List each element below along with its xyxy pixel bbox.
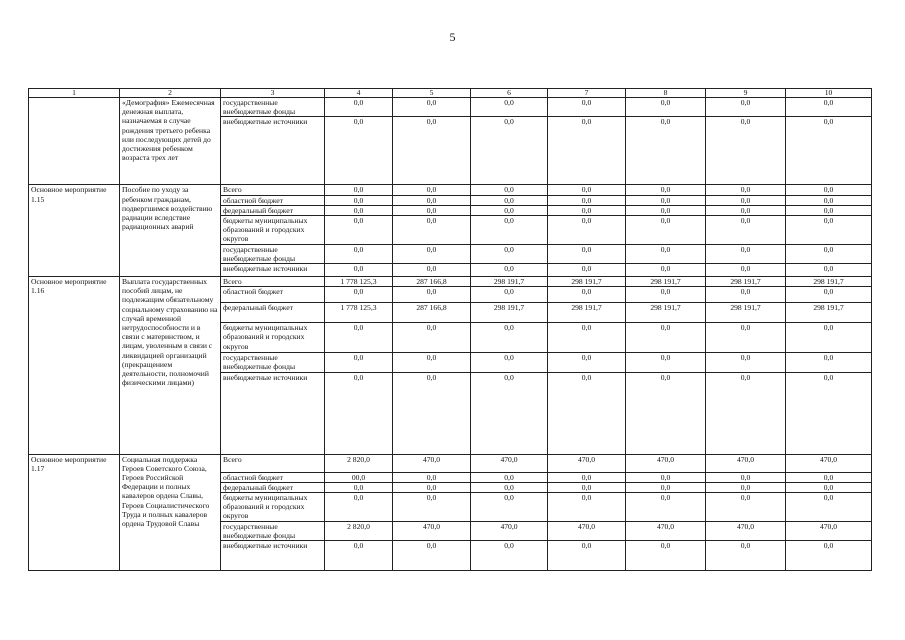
value-cell: 2 820,0	[325, 454, 393, 472]
value-cell: 287 166,8	[393, 303, 471, 323]
funding-source-cell: Всего	[221, 185, 325, 195]
funding-source-cell: федеральный бюджет	[221, 482, 325, 492]
value-cell: 0,0	[548, 216, 626, 245]
value-cell: 0,0	[548, 372, 626, 454]
value-cell: 0,0	[706, 98, 786, 117]
value-cell: 0,0	[325, 195, 393, 205]
value-cell: 0,0	[706, 541, 786, 571]
value-cell: 0,0	[706, 287, 786, 303]
value-cell: 0,0	[626, 287, 706, 303]
funding-source-cell: внебюджетные источники	[221, 541, 325, 571]
value-cell: 0,0	[548, 323, 626, 353]
value-cell: 0,0	[706, 482, 786, 492]
value-cell: 0,0	[393, 541, 471, 571]
value-cell: 470,0	[626, 454, 706, 472]
column-header-4: 4	[325, 89, 393, 98]
description-cell: «Демография» Ежемесячная денежная выплата, назначаемая в случае рождения третьего ребенка или последующих детей до достижения ребенком возраста трех лет	[120, 98, 221, 185]
funding-source-cell: областной бюджет	[221, 287, 325, 303]
value-cell: 0,0	[325, 205, 393, 215]
funding-source-cell: областной бюджет	[221, 472, 325, 482]
value-cell: 0,0	[706, 244, 786, 263]
funding-source-cell: федеральный бюджет	[221, 205, 325, 215]
value-cell: 0,0	[393, 372, 471, 454]
value-cell: 2 820,0	[325, 521, 393, 540]
value-cell: 0,0	[471, 541, 548, 571]
value-cell: 0,0	[471, 98, 548, 117]
value-cell: 0,0	[325, 216, 393, 245]
value-cell: 0,0	[548, 244, 626, 263]
table-row	[29, 98, 872, 117]
event-cell	[29, 98, 120, 185]
funding-source-cell: областной бюджет	[221, 195, 325, 205]
value-cell: 0,0	[706, 372, 786, 454]
value-cell: 0,0	[471, 323, 548, 353]
value-cell: 0,0	[786, 353, 872, 372]
value-cell: 0,0	[626, 264, 706, 277]
value-cell: 0,0	[706, 472, 786, 482]
value-cell: 0,0	[626, 205, 706, 215]
table-body	[29, 98, 872, 571]
funding-source-cell: Всего	[221, 277, 325, 287]
funding-source-cell: бюджеты муниципальных образований и городских округов	[221, 216, 325, 245]
funding-source-cell: внебюджетные источники	[221, 117, 325, 185]
column-header-1: 1	[29, 89, 120, 98]
value-cell: 0,0	[471, 372, 548, 454]
value-cell: 470,0	[786, 454, 872, 472]
value-cell: 0,0	[706, 117, 786, 185]
value-cell: 0,0	[786, 323, 872, 353]
value-cell: 0,0	[548, 541, 626, 571]
value-cell: 0,0	[325, 264, 393, 277]
value-cell: 0,0	[393, 185, 471, 195]
value-cell: 470,0	[471, 521, 548, 540]
value-cell: 0,0	[471, 117, 548, 185]
value-cell: 470,0	[786, 521, 872, 540]
value-cell: 0,0	[786, 541, 872, 571]
value-cell: 470,0	[393, 454, 471, 472]
value-cell: 0,0	[471, 195, 548, 205]
value-cell: 0,0	[626, 216, 706, 245]
value-cell: 298 191,7	[471, 277, 548, 287]
value-cell: 0,0	[393, 287, 471, 303]
funding-source-cell: государственные внебюджетные фонды	[221, 521, 325, 540]
table-header	[29, 89, 872, 98]
value-cell: 0,0	[548, 205, 626, 215]
value-cell: 0,0	[786, 287, 872, 303]
value-cell: 0,0	[706, 216, 786, 245]
value-cell: 298 191,7	[786, 277, 872, 287]
value-cell: 0,0	[325, 482, 393, 492]
value-cell: 0,0	[786, 185, 872, 195]
value-cell: 0,0	[471, 287, 548, 303]
value-cell: 1 778 125,3	[325, 277, 393, 287]
value-cell: 0,0	[393, 216, 471, 245]
value-cell: 0,0	[548, 472, 626, 482]
value-cell: 0,0	[325, 98, 393, 117]
value-cell: 0,0	[325, 372, 393, 454]
value-cell: 298 191,7	[626, 277, 706, 287]
value-cell: 00,0	[325, 472, 393, 482]
value-cell: 0,0	[786, 195, 872, 205]
column-header-5: 5	[393, 89, 471, 98]
value-cell: 470,0	[706, 454, 786, 472]
column-header-8: 8	[626, 89, 706, 98]
value-cell: 0,0	[626, 541, 706, 571]
value-cell: 470,0	[393, 521, 471, 540]
value-cell: 0,0	[548, 98, 626, 117]
funding-source-cell: внебюджетные источники	[221, 264, 325, 277]
value-cell: 1 778 125,3	[325, 303, 393, 323]
funding-source-cell: Всего	[221, 454, 325, 472]
value-cell: 0,0	[626, 117, 706, 185]
column-header-10: 10	[786, 89, 872, 98]
value-cell: 0,0	[706, 185, 786, 195]
value-cell: 470,0	[548, 454, 626, 472]
value-cell: 470,0	[548, 521, 626, 540]
description-cell: Пособие по уходу за ребенком гражданам, подвергшимся воздействию радиации вследствие радиационных аварий	[120, 185, 221, 277]
event-cell: Основное мероприятие 1.16	[29, 277, 120, 455]
column-header-6: 6	[471, 89, 548, 98]
value-cell: 0,0	[706, 353, 786, 372]
value-cell: 0,0	[393, 323, 471, 353]
value-cell: 0,0	[626, 482, 706, 492]
value-cell: 0,0	[548, 482, 626, 492]
value-cell: 0,0	[626, 244, 706, 263]
description-cell: Социальная поддержка Героев Советского Союза, Героев Российской Федерации и полных кавалеров ордена Славы, Героев Социалистического Труда и полных кавалеров ордена Трудовой Славы	[120, 454, 221, 570]
value-cell: 0,0	[325, 323, 393, 353]
value-cell: 0,0	[706, 493, 786, 522]
funding-source-cell: государственные внебюджетные фонды	[221, 353, 325, 372]
table-row	[29, 277, 872, 287]
value-cell: 0,0	[626, 493, 706, 522]
budget-table	[28, 88, 872, 571]
value-cell: 298 191,7	[786, 303, 872, 323]
value-cell: 287 166,8	[393, 277, 471, 287]
funding-source-cell: бюджеты муниципальных образований и городских округов	[221, 493, 325, 522]
column-header-7: 7	[548, 89, 626, 98]
value-cell: 298 191,7	[706, 303, 786, 323]
value-cell: 0,0	[548, 264, 626, 277]
value-cell: 0,0	[706, 323, 786, 353]
value-cell: 298 191,7	[548, 303, 626, 323]
value-cell: 0,0	[325, 287, 393, 303]
column-header-2: 2	[120, 89, 221, 98]
value-cell: 0,0	[325, 353, 393, 372]
value-cell: 0,0	[471, 472, 548, 482]
value-cell: 470,0	[626, 521, 706, 540]
value-cell: 470,0	[471, 454, 548, 472]
value-cell: 0,0	[393, 98, 471, 117]
value-cell: 0,0	[325, 117, 393, 185]
value-cell: 0,0	[325, 185, 393, 195]
column-header-9: 9	[706, 89, 786, 98]
value-cell: 0,0	[786, 205, 872, 215]
value-cell: 0,0	[471, 353, 548, 372]
value-cell: 0,0	[786, 216, 872, 245]
value-cell: 0,0	[786, 472, 872, 482]
value-cell: 0,0	[786, 264, 872, 277]
value-cell: 0,0	[471, 482, 548, 492]
value-cell: 0,0	[393, 195, 471, 205]
value-cell: 0,0	[471, 244, 548, 263]
table-row	[29, 185, 872, 195]
value-cell: 0,0	[626, 185, 706, 195]
value-cell: 0,0	[393, 482, 471, 492]
value-cell: 0,0	[786, 244, 872, 263]
value-cell: 0,0	[471, 185, 548, 195]
page-number: 5	[449, 30, 456, 44]
value-cell: 0,0	[786, 372, 872, 454]
funding-source-cell: государственные внебюджетные фонды	[221, 98, 325, 117]
value-cell: 0,0	[706, 195, 786, 205]
value-cell: 0,0	[471, 264, 548, 277]
value-cell: 0,0	[548, 287, 626, 303]
value-cell: 0,0	[786, 482, 872, 492]
header-row	[29, 89, 872, 98]
value-cell: 0,0	[548, 195, 626, 205]
value-cell: 0,0	[548, 493, 626, 522]
value-cell: 0,0	[706, 205, 786, 215]
value-cell: 0,0	[786, 493, 872, 522]
value-cell: 0,0	[393, 205, 471, 215]
event-cell: Основное мероприятие 1.17	[29, 454, 120, 570]
value-cell: 298 191,7	[626, 303, 706, 323]
column-header-3: 3	[221, 89, 325, 98]
value-cell: 0,0	[548, 353, 626, 372]
value-cell: 0,0	[626, 353, 706, 372]
value-cell: 0,0	[471, 216, 548, 245]
value-cell: 0,0	[471, 493, 548, 522]
value-cell: 0,0	[786, 117, 872, 185]
value-cell: 0,0	[471, 205, 548, 215]
value-cell: 0,0	[325, 541, 393, 571]
event-cell: Основное мероприятие 1.15	[29, 185, 120, 277]
value-cell: 0,0	[325, 493, 393, 522]
value-cell: 0,0	[626, 195, 706, 205]
funding-source-cell: федеральный бюджет	[221, 303, 325, 323]
value-cell: 0,0	[393, 493, 471, 522]
value-cell: 0,0	[393, 472, 471, 482]
funding-source-cell: бюджеты муниципальных образований и городских округов	[221, 323, 325, 353]
value-cell: 470,0	[706, 521, 786, 540]
value-cell: 0,0	[626, 323, 706, 353]
value-cell: 0,0	[786, 98, 872, 117]
value-cell: 0,0	[626, 472, 706, 482]
value-cell: 0,0	[393, 117, 471, 185]
table-row	[29, 454, 872, 472]
value-cell: 298 191,7	[471, 303, 548, 323]
value-cell: 0,0	[706, 264, 786, 277]
value-cell: 0,0	[325, 244, 393, 263]
value-cell: 0,0	[548, 185, 626, 195]
value-cell: 0,0	[393, 353, 471, 372]
value-cell: 0,0	[548, 117, 626, 185]
value-cell: 298 191,7	[706, 277, 786, 287]
value-cell: 0,0	[393, 244, 471, 263]
value-cell: 0,0	[626, 372, 706, 454]
value-cell: 0,0	[393, 264, 471, 277]
value-cell: 298 191,7	[548, 277, 626, 287]
value-cell: 0,0	[626, 98, 706, 117]
funding-source-cell: внебюджетные источники	[221, 372, 325, 454]
description-cell: Выплата государственных пособий лицам, не подлежащим обязательному социальному страхованию на случай временной нетрудоспособности и в связи с материнством, и лицам, уволенным в связи с ликвидацией организаций (прекращением деятельности, полномочий физическими лицами)	[120, 277, 221, 455]
funding-source-cell: государственные внебюджетные фонды	[221, 244, 325, 263]
